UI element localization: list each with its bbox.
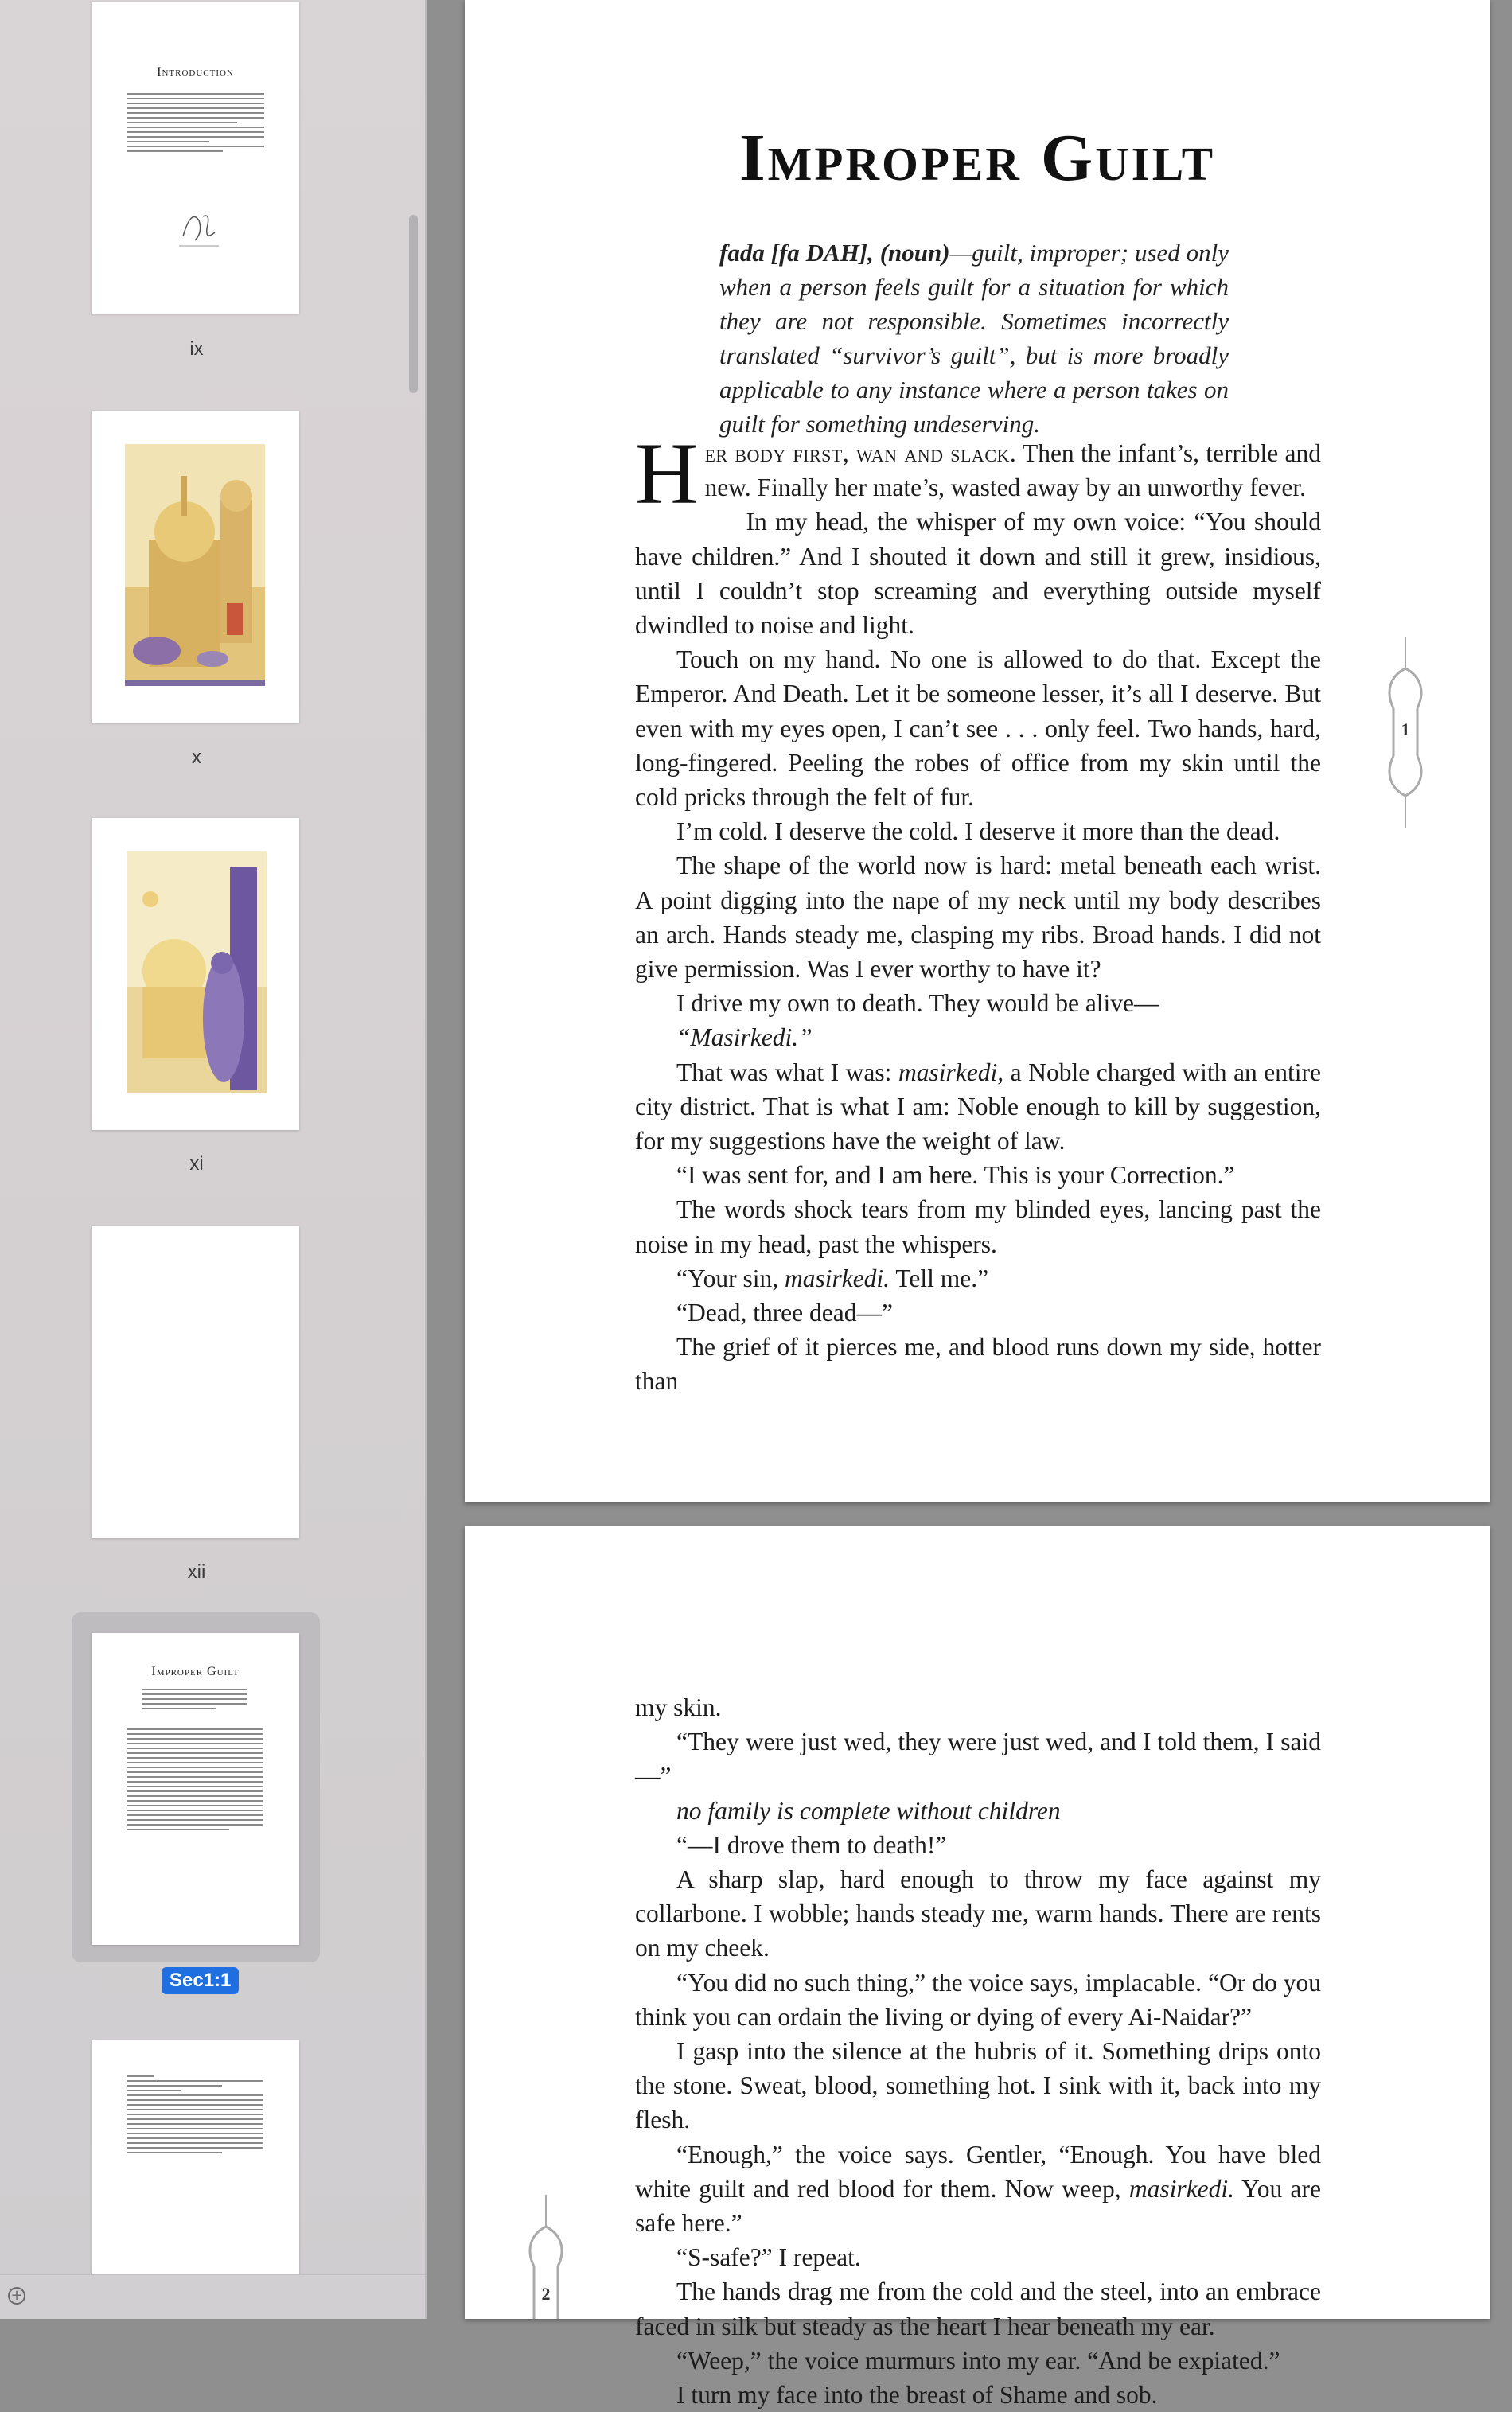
thumbnail-page-x[interactable] <box>92 411 299 723</box>
paragraph: “Dead, three dead—” <box>676 1299 893 1327</box>
paragraph: “—I drove them to death!” <box>676 1830 947 1859</box>
paragraph: The hands drag me from the cold and the steel, into an embrace faced in silk but steady as the heart I hear beneath my ear. <box>635 2278 1321 2340</box>
paragraph: I’m cold. I deserve the cold. I deserve it more than the dead. <box>676 817 1280 846</box>
text-run: a Noble charged with an entire city district. That is what I am: Noble enough to kill by suggestion, for my suggestions have the weight of law. <box>635 1058 1321 1155</box>
italic-word: masirkedi. <box>784 1264 890 1292</box>
thumbnail-page-xii[interactable] <box>92 1226 299 1538</box>
thumbnail-text-lines <box>127 2075 263 2157</box>
italic-thought: no family is complete without children <box>676 1796 1061 1825</box>
paragraph: “I was sent for, and I am here. This is your Correction.” <box>676 1161 1235 1190</box>
illustration-image <box>127 851 267 1093</box>
thumbnail-label-xi: xi <box>189 1153 204 1175</box>
text-run: “Enough,” the voice says. Gentler, “Enough. You have bled white guilt and red blood for them. Now weep, <box>635 2140 1321 2203</box>
paragraph: I drive my own to death. They would be alive— <box>676 989 1159 1018</box>
text-run: Tell me.” <box>890 1264 989 1292</box>
thumbnail-title: Introduction <box>157 65 234 79</box>
thumbnail-label-x: x <box>192 746 201 768</box>
paragraph: In my head, the whisper of my own voice: “You should have children.” And I shouted it down and still it grew, insidious, until I couldn’t stop screaming and everything outside myself dwindled to noise and light. <box>635 508 1321 640</box>
page-number: 2 <box>541 2284 551 2304</box>
paragraph <box>635 1020 1321 1054</box>
text-run: You are safe here.” <box>635 2174 1321 2238</box>
opening-paragraph <box>635 425 1321 522</box>
drop-cap: H <box>635 425 699 522</box>
thumbnail-text-lines <box>127 93 264 155</box>
paragraph: my skin. <box>635 1693 722 1721</box>
opening-text: Then the infant’s, terrible and new. Finally her mate’s, wasted away by an unworthy fever. <box>704 439 1321 502</box>
paragraph: “They were just wed, they were just wed, and I told them, I said—” <box>635 1728 1321 1790</box>
paragraph: Touch on my hand. No one is allowed to do that. Except the Emperor. And Death. Let it be someone lesser, it’s all I deserve. But even with my eyes open, I can’t see . . . only feel. Two hands, hard, long-fingered. Peeling the robes of office from my skin until the cold pricks through the felt of fur. <box>635 645 1321 812</box>
paragraph: “S-safe?” I repeat. <box>676 2243 861 2272</box>
italic-dialogue: “Masirkedi.” <box>676 1023 813 1052</box>
italic-word: masirkedi. <box>1128 2174 1235 2203</box>
thumbnail-label-xii: xii <box>187 1561 206 1583</box>
paragraph: The words shock tears from my blinded eyes, lancing past the noise in my head, past the whispers. <box>635 1195 1321 1258</box>
signature-image <box>167 205 231 252</box>
paragraph: I gasp into the silence at the hubris of it. Something drips onto the stone. Sweat, blood, something hot. I sink with it, back into my flesh. <box>635 2037 1321 2134</box>
paragraph <box>635 1055 1321 1159</box>
text-run: That was what I was: <box>676 1058 898 1086</box>
paragraph: “Weep,” the voice murmurs into my ear. “And be expiated.” <box>676 2346 1280 2375</box>
definition-text: —guilt, improper; used only when a person feels guilt for a situation for which they are not responsible. Sometimes incorrectly translated “survivor’s guilt”, but is more broadly applicable to any instance where a person takes on guilt for something undeserving. <box>719 239 1229 438</box>
paragraph: “You did no such thing,” the voice says, implacable. “Or do you think you can ordain the living or dying of every Ai-Naidar?” <box>635 1968 1321 2031</box>
page-number-ornament <box>1381 637 1429 828</box>
paragraph <box>635 1794 1321 1828</box>
definition-block <box>719 236 1229 441</box>
page-number-ornament <box>522 2195 570 2319</box>
chapter-title: Improper Guilt <box>738 121 1216 195</box>
thumbnail-page-ix[interactable] <box>92 2 299 314</box>
paragraph: The grief of it pierces me, and blood runs down my side, hotter than <box>635 1333 1321 1396</box>
paragraph <box>635 2137 1321 2241</box>
text-run: “Your sin, <box>676 1264 785 1292</box>
thumbnail-label-selected: Sec1:1 <box>162 1967 239 1994</box>
thumbnail-definition-lines <box>142 1689 247 1713</box>
definition-term: fada [fa DAH], (noun) <box>719 239 950 267</box>
thumbnail-page-sec1-1[interactable] <box>92 1633 299 1945</box>
sidebar-scrollbar[interactable] <box>409 215 418 393</box>
plus-circle-icon[interactable]: + <box>8 2287 25 2305</box>
thumbnail-page-next[interactable] <box>92 2040 299 2274</box>
thumbnail-title: Improper Guilt <box>151 1665 240 1678</box>
opening-smallcaps: er body first, wan and slack. <box>704 439 1017 467</box>
thumbnail-label-ix: ix <box>189 338 204 360</box>
italic-word: masirkedi, <box>898 1058 1004 1086</box>
page-2-body <box>635 1690 1321 2412</box>
sidebar-bottom-bar <box>0 2274 425 2319</box>
paragraph <box>635 1261 1321 1296</box>
thumbnail-text-lines <box>127 1728 263 1833</box>
thumbnail-sidebar <box>0 0 425 2319</box>
thumbnail-page-xi[interactable] <box>92 818 299 1130</box>
sidebar-divider <box>425 0 427 2319</box>
page-1-body <box>635 425 1321 1399</box>
paragraph: A sharp slap, hard enough to throw my face against my collarbone. I wobble; hands steady me, warm hands. There are rents on my cheek. <box>635 1865 1321 1962</box>
paragraph: The shape of the world now is hard: metal beneath each wrist. A point digging into the nape of my neck until my body describes an arch. Hands steady me, clasping my ribs. Broad hands. I did not give permission. Was I ever worthy to have it? <box>635 851 1321 984</box>
illustration-image <box>125 444 265 686</box>
page-number: 1 <box>1401 719 1410 739</box>
paragraph: I turn my face into the breast of Shame and sob. <box>676 2381 1158 2410</box>
